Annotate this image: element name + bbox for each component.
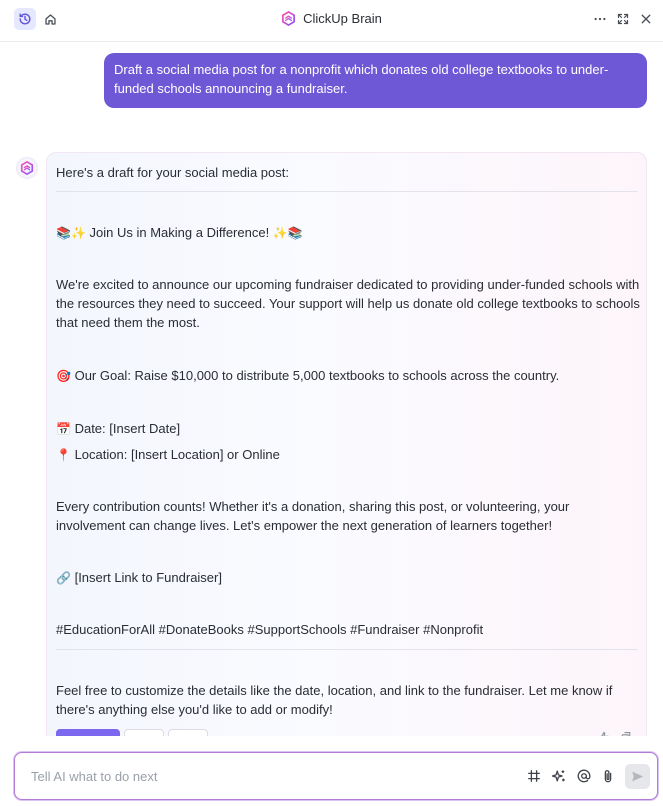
send-icon — [631, 770, 644, 783]
attach-button[interactable] — [600, 768, 616, 784]
header-title-group — [0, 11, 663, 26]
post-location — [56, 445, 640, 465]
target-emoji: 🎯 — [56, 369, 71, 383]
divider — [56, 191, 638, 192]
ai-sparkle-button[interactable] — [551, 768, 567, 784]
post-date — [56, 419, 640, 439]
mention-button[interactable] — [576, 768, 592, 784]
more-icon — [593, 12, 607, 26]
clickup-brain-logo — [281, 11, 296, 26]
response-intro: Here's a draft for your social media post: — [56, 165, 289, 180]
mention-icon — [577, 769, 591, 783]
post-link-text: [Insert Link to Fundraiser] — [74, 570, 222, 585]
expand-button[interactable] — [614, 9, 632, 29]
ai-prompt-box — [14, 752, 658, 800]
pin-emoji: 📍 — [56, 448, 71, 462]
post-goal-text: Our Goal: Raise $10,000 to distribute 5,000 textbooks to schools across the country. — [74, 368, 560, 383]
ai-avatar — [16, 157, 38, 179]
response-secondary-action[interactable] — [124, 729, 164, 736]
user-message-bubble: Draft a social media post for a nonprofit which donates old college textbooks to under-funded schools announcing a fundraiser. — [104, 53, 647, 108]
books-sparkle-emoji: 📚✨ — [56, 226, 86, 240]
chat-header — [0, 0, 663, 42]
page-title: ClickUp Brain — [303, 11, 382, 26]
response-feedback-icons — [598, 731, 632, 736]
header-actions — [591, 9, 655, 29]
clickup-brain-avatar-icon — [20, 161, 34, 175]
post-heading-text: Join Us in Making a Difference! — [89, 225, 270, 240]
response-tertiary-action[interactable] — [168, 729, 208, 736]
ai-sparkle-icon — [552, 769, 566, 783]
more-button[interactable] — [591, 9, 609, 29]
close-icon — [640, 13, 652, 25]
link-emoji: 🔗 — [56, 571, 71, 585]
post-date-text: Date: [Insert Date] — [74, 421, 181, 436]
response-actions — [56, 729, 208, 736]
post-paragraph-intro: We're excited to announce our upcoming fundraiser dedicated to providing under-funded schools with the resources they need to succeed. Your support will help us donate old college textbooks to schools that need them the most. — [56, 277, 640, 330]
divider — [56, 649, 638, 650]
response-closing: Feel free to customize the details like the date, location, and link to the fundraiser. Let me know if there's anything else you'd like to add or modify! — [56, 683, 613, 717]
post-hashtags: #EducationForAll #DonateBooks #SupportSchools #Fundraiser #Nonprofit — [56, 622, 484, 637]
connect-button[interactable] — [526, 768, 542, 784]
response-primary-action[interactable] — [56, 729, 120, 736]
connect-icon — [527, 769, 541, 783]
send-button[interactable] — [625, 764, 650, 789]
sparkle-books-emoji: ✨📚 — [272, 226, 303, 240]
calendar-emoji: 📅 — [56, 422, 71, 436]
copy-icon[interactable] — [620, 731, 632, 736]
ai-prompt-input[interactable] — [31, 767, 451, 785]
ai-response-card — [46, 152, 647, 736]
post-link — [56, 568, 640, 588]
attach-icon — [601, 769, 615, 783]
post-heading — [56, 223, 640, 243]
thumbs-up-icon[interactable] — [598, 731, 610, 736]
post-paragraph-cta: Every contribution counts! Whether it's a donation, sharing this post, or volunteering, your involvement can change lives. Let's empower the next generation of learners together! — [56, 499, 570, 533]
expand-icon — [617, 13, 629, 25]
close-button[interactable] — [637, 9, 655, 29]
post-goal — [56, 366, 640, 386]
post-location-text: Location: [Insert Location] or Online — [74, 447, 280, 462]
